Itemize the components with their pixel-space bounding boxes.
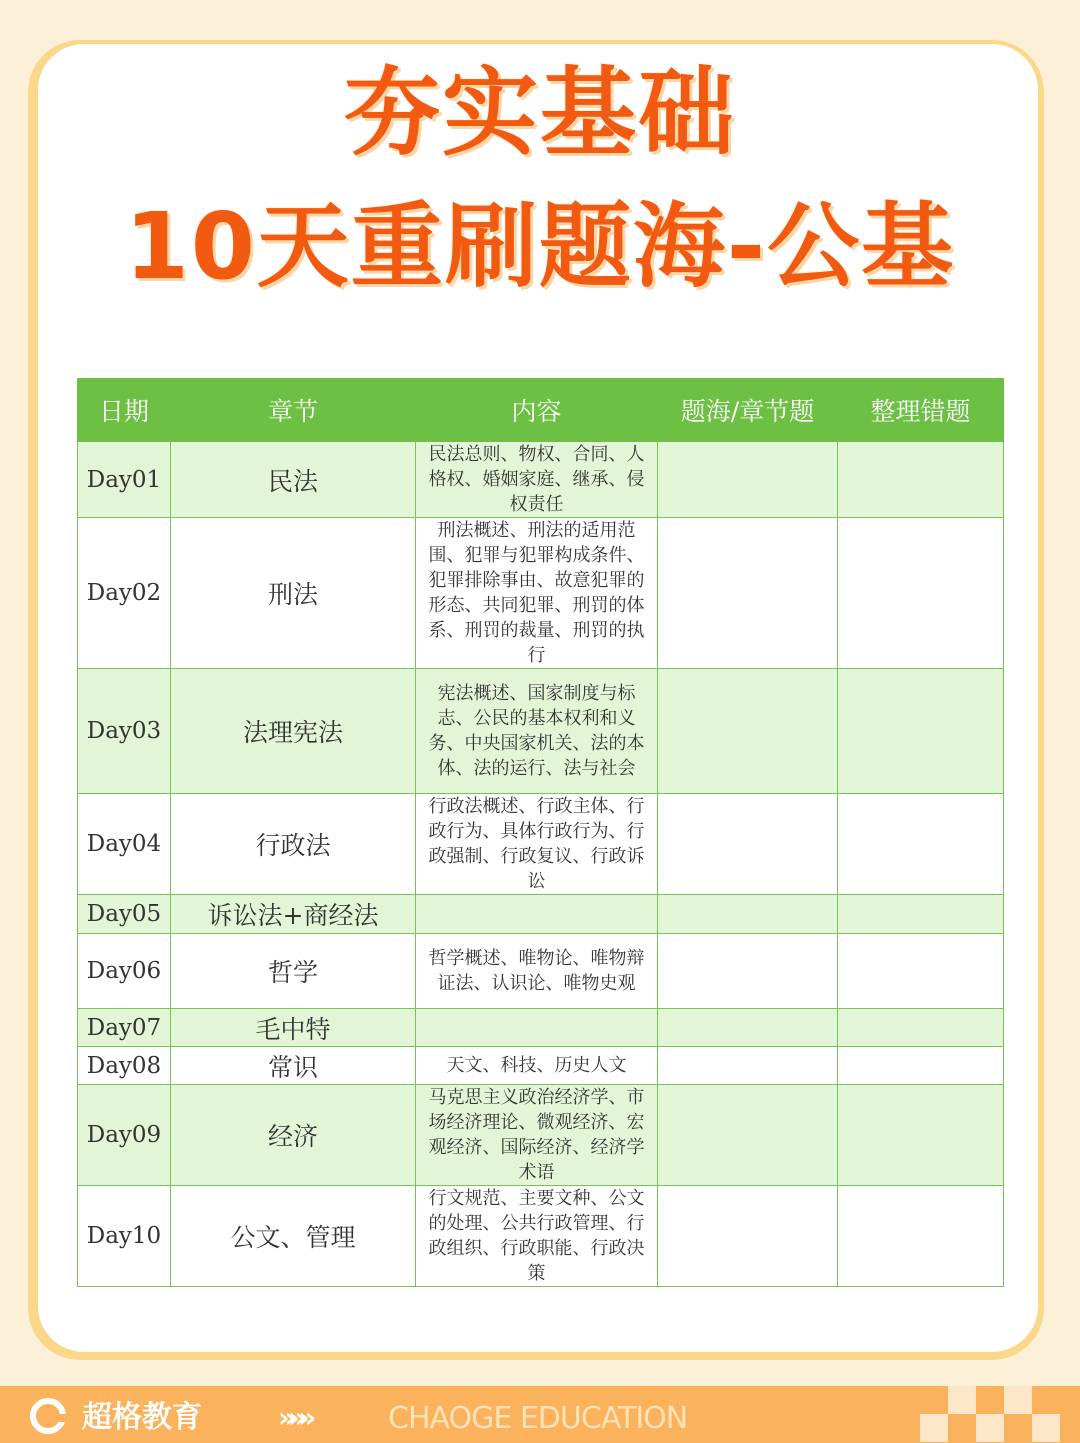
header-questions: 题海/章节题 — [658, 379, 838, 442]
chapter-cell: 刑法 — [171, 518, 416, 669]
questions-cell — [658, 518, 838, 669]
arrows-icon: »»» — [278, 1401, 309, 1434]
checker-square-icon — [948, 1414, 976, 1442]
content-cell: 马克思主义政治经济学、市场经济理论、微观经济、宏观经济、国际经济、经济学术语 — [416, 1085, 658, 1186]
day-cell: Day06 — [78, 934, 171, 1009]
header-date: 日期 — [78, 379, 171, 442]
day-cell: Day02 — [78, 518, 171, 669]
title-line-2: 10天重刷题海-公基 — [124, 193, 956, 300]
mistakes-cell — [838, 1186, 1004, 1287]
day-cell: Day05 — [78, 895, 171, 934]
header-content: 内容 — [416, 379, 658, 442]
day-cell: Day01 — [78, 442, 171, 518]
checker-square-icon — [1004, 1386, 1032, 1414]
chapter-cell: 常识 — [171, 1047, 416, 1085]
content-cell: 行文规范、主要文种、公文的处理、公共行政管理、行政组织、行政职能、行政决策 — [416, 1186, 658, 1287]
table-row — [78, 1047, 1004, 1085]
title-line-1: 夯实基础 — [344, 57, 736, 169]
table-row — [78, 1186, 1004, 1287]
table-row — [78, 442, 1004, 518]
questions-cell — [658, 669, 838, 794]
table-row — [78, 1009, 1004, 1047]
brand-logo-icon — [30, 1398, 66, 1434]
checker-square-icon — [948, 1386, 976, 1414]
header-mistakes: 整理错题 — [838, 379, 1004, 442]
checker-square-icon — [920, 1386, 948, 1414]
table-row — [78, 1085, 1004, 1186]
checker-square-icon — [976, 1414, 1004, 1442]
day-cell: Day10 — [78, 1186, 171, 1287]
checker-square-icon — [976, 1386, 1004, 1414]
table-row — [78, 895, 1004, 934]
day-cell: Day08 — [78, 1047, 171, 1085]
content-cell: 刑法概述、刑法的适用范围、犯罪与犯罪构成条件、犯罪排除事由、故意犯罪的形态、共同犯罪、刑罚的体系、刑罚的裁量、刑罚的执行 — [416, 518, 658, 669]
questions-cell — [658, 442, 838, 518]
questions-cell — [658, 1085, 838, 1186]
table-row — [78, 518, 1004, 669]
questions-cell — [658, 794, 838, 895]
table-header-row — [78, 379, 1004, 442]
chapter-cell: 诉讼法+商经法 — [171, 895, 416, 934]
chapter-cell: 法理宪法 — [171, 669, 416, 794]
study-schedule-table — [77, 378, 1004, 1287]
chapter-cell: 公文、管理 — [171, 1186, 416, 1287]
questions-cell — [658, 895, 838, 934]
content-cell — [416, 1009, 658, 1047]
checker-square-icon — [1032, 1386, 1060, 1414]
header-chapter: 章节 — [171, 379, 416, 442]
mistakes-cell — [838, 1085, 1004, 1186]
questions-cell — [658, 1009, 838, 1047]
mistakes-cell — [838, 669, 1004, 794]
day-cell: Day07 — [78, 1009, 171, 1047]
chapter-cell: 经济 — [171, 1085, 416, 1186]
brand-name: 超格教育 — [82, 1400, 202, 1435]
table-row — [78, 794, 1004, 895]
mistakes-cell — [838, 518, 1004, 669]
table-row — [78, 669, 1004, 794]
day-cell: Day03 — [78, 669, 171, 794]
mistakes-cell — [838, 1009, 1004, 1047]
day-cell: Day09 — [78, 1085, 171, 1186]
checker-square-icon — [1004, 1414, 1032, 1442]
content-cell: 天文、科技、历史人文 — [416, 1047, 658, 1085]
content-cell: 行政法概述、行政主体、行政行为、具体行政行为、行政强制、行政复议、行政诉讼 — [416, 794, 658, 895]
mistakes-cell — [838, 794, 1004, 895]
mistakes-cell — [838, 895, 1004, 934]
questions-cell — [658, 934, 838, 1009]
mistakes-cell — [838, 934, 1004, 1009]
chapter-cell: 民法 — [171, 442, 416, 518]
table-row — [78, 934, 1004, 1009]
content-cell: 哲学概述、唯物论、唯物辩证法、认识论、唯物史观 — [416, 934, 658, 1009]
content-cell — [416, 895, 658, 934]
day-cell: Day04 — [78, 794, 171, 895]
content-cell: 宪法概述、国家制度与标志、公民的基本权利和义务、中央国家机关、法的本体、法的运行、法与社会 — [416, 669, 658, 794]
checker-square-icon — [1032, 1414, 1060, 1442]
mistakes-cell — [838, 1047, 1004, 1085]
chapter-cell: 毛中特 — [171, 1009, 416, 1047]
brand-english-name: CHAOGE EDUCATION — [388, 1401, 688, 1436]
mistakes-cell — [838, 442, 1004, 518]
questions-cell — [658, 1186, 838, 1287]
content-cell: 民法总则、物权、合同、人格权、婚姻家庭、继承、侵权责任 — [416, 442, 658, 518]
chapter-cell: 行政法 — [171, 794, 416, 895]
checker-square-icon — [920, 1414, 948, 1442]
chapter-cell: 哲学 — [171, 934, 416, 1009]
questions-cell — [658, 1047, 838, 1085]
